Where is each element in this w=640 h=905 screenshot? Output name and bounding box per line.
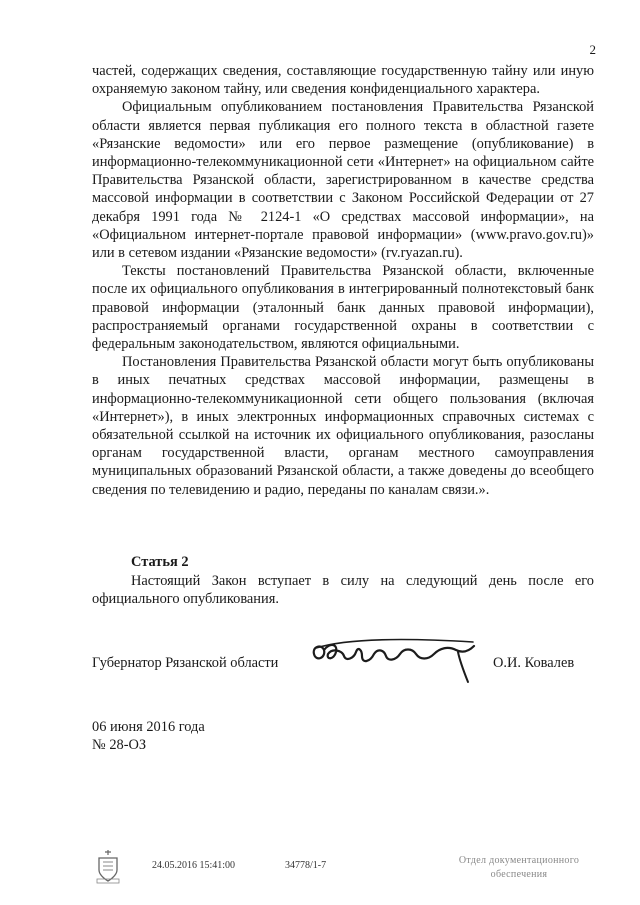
department-stamp: [448, 854, 590, 882]
paragraph: Постановления Правительства Рязанской области могут быть опубликованы в иных печатных средствах массовой информации, размещены в информационно-телекоммуникационной сети общего пользования (включая «Интернет»), в иных электронных информационных справочных системах с обязательной ссылкой на источник их официального опубликования, разосланы органам государственной власти, органам местного самоуправления муниципальных образований Рязанской области, а также доведены до всеобщего сведения по телевидению и радио, переданы по каналам связи.».: [92, 354, 594, 498]
stamp-line: Отдел документационного: [458, 855, 580, 866]
governor-title: Губернатор Рязанской области: [92, 655, 279, 671]
law-number: № 28-ОЗ: [92, 737, 147, 753]
footer-timestamp: 24.05.2016 15:41:00: [152, 860, 236, 871]
handwritten-signature: [308, 628, 483, 688]
stamp-line: обеспечения: [490, 869, 548, 880]
paragraph: Тексты постановлений Правительства Рязанской области, включенные после их официального опубликования в интегрированный полнотекстовый банк правовой информации (эталонный банк данных правовой информации), распространяемый органами государственной охраны в соответствии с федеральным законодательством, являются официальными.: [92, 263, 594, 353]
page-number: 2: [589, 42, 596, 57]
paragraph: частей, содержащих сведения, составляющие государственную тайну или иную охраняемую законом тайну, или сведения конфиденциального характера.: [92, 63, 594, 98]
emblem-icon: [94, 848, 122, 884]
article-text: [92, 572, 594, 608]
governor-name: О.И. Ковалев: [493, 655, 575, 671]
article-title: Статья 2: [131, 554, 189, 570]
article-paragraph: Настоящий Закон вступает в силу на следующий день после его официального опубликования.: [92, 573, 594, 608]
signing-date: 06 июня 2016 года: [92, 719, 205, 735]
paragraph: Официальным опубликованием постановления Правительства Рязанской области является первая публикация его полного текста в областной газете «Рязанские ведомости» или его первое размещение (опубликование) в информационно-телекоммуникационной сети «Интернет» на официальном сайте Правительства Рязанской области, зарегистрированном в качестве средства массовой информации в соответствии с Законом Российской Федерации от 27 декабря 1991 года № 2124-1 «О средствах массовой информации», на «Официальном интернет-портале правовой информации» (www.pravo.gov.ru)» или в сетевом издании «Рязанские ведомости» (rv.ryazan.ru).: [92, 99, 594, 262]
body-text: [92, 62, 594, 499]
footer-document-id: 34778/1-7: [285, 860, 327, 871]
